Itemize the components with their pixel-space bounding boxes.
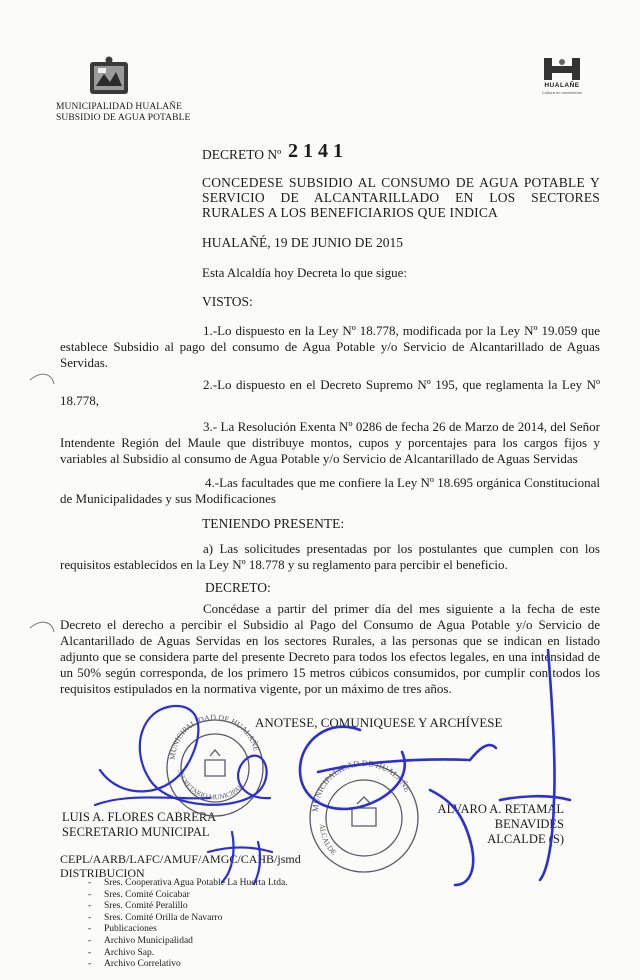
mayor-stamp-bottom: ALCALDE <box>317 823 339 857</box>
vistos-item-4: 4.-Las facultades que me confiere la Ley Nº 18.695 orgánica Constitucional de Municipalidades y sus Modificaciones <box>60 475 600 506</box>
department-name: SUBSIDIO DE AGUA POTABLE <box>56 113 191 123</box>
list-item: - Archivo Correlativo <box>88 959 288 971</box>
footer-initials <box>60 852 301 880</box>
municipal-crest-logo <box>88 56 130 96</box>
distribution-heading: DISTRIBUCION <box>60 866 145 880</box>
decree-intro: Esta Alcaldía hoy Decreta lo que sigue: <box>202 265 408 280</box>
decree-date: HUALAÑÉ, 19 DE JUNIO DE 2015 <box>202 235 403 250</box>
vistos-item-1: 1.-Lo dispuesto en la Ley Nº 18.778, modificada por la Ley Nº 19.059 que establece Subsidio al pago del consumo de Agua Potable y/o Servicio de Alcantarillado de Aguas Servidas. <box>60 323 600 370</box>
municipality-name: MUNICIPALIDAD HUALAÑE <box>56 102 183 112</box>
secretary-stamp-top: MUNICIPALIDAD DE HUALAÑE <box>167 712 261 761</box>
list-item: - Sres. Comité Peralillo <box>88 901 288 913</box>
brand-logo-tagline: Cultura en movimiento <box>541 90 583 95</box>
decree-title: CONCEDESE SUBSIDIO AL CONSUMO DE AGUA POTABLE Y SERVICIO DE ALCANTARILLADO EN LOS SECTORES RURALES A LOS BENEFICIARIOS QUE INDICA <box>202 175 600 220</box>
vistos-item-3: 3.- La Resolución Exenta Nº 0286 de fecha 26 de Marzo de 2014, del Señor Intendente Región del Maule que distribuye montos, cupos y porcentajes para los cargos fijos y variables al Subsidio al consumo de Agua Potable y/o Servicio de Alcantarillado de Aguas Servidas <box>60 419 600 466</box>
vistos-heading: VISTOS: <box>202 294 253 309</box>
distribution-list <box>88 878 288 971</box>
list-item: - Archivo Municipalidad <box>88 936 288 948</box>
list-item: - Archivo Sap. <box>88 948 288 960</box>
list-item: - Sres. Comité Orilla de Navarro <box>88 913 288 925</box>
mayor-signature-block <box>370 802 564 847</box>
decreto-body: Concédase a partir del primer día del mes siguiente a la fecha de este Decreto el derecho a percibir el Subsidio al Pago del Consumo de Agua Potable y/o Servicio de Alcantarillado de Aguas Servidas en los sectores Rurales, a las personas que se indican en listado adjunto que se considera parte del presente Decreto para todos los efectos legales, en una intensidad de un 50% según corresponda, de los primero 15 metros cúbicos consumidos, por cumplir con todos los requisitos estipulados en la normativa vigente, por un máximo de tres años. <box>60 601 600 696</box>
list-item: - Publicaciones <box>88 924 288 936</box>
mayor-stamp-top: MUNICIPALIDAD DE HUALAÑE <box>309 757 413 813</box>
mayor-title: ALCALDE (S) <box>487 832 564 846</box>
secretary-stamp-bottom: SECRETARIO MUNICIPAL <box>176 768 245 802</box>
secretary-signature-block <box>62 810 216 840</box>
secretary-stamp <box>167 720 263 816</box>
municipality-header <box>56 102 190 124</box>
decree-number: 2141 <box>288 140 348 162</box>
secretary-name: LUIS A. FLORES CABRERA <box>62 810 217 824</box>
secretary-title: SECRETARIO MUNICIPAL <box>62 825 210 839</box>
teniendo-item-a: a) Las solicitudes presentadas por los postulantes que cumplen con los requisitos establecidos en la Ley Nº 18.778 y su reglamento para percibir el beneficio. <box>60 541 600 572</box>
list-item: - Sres. Comité Coicabar <box>88 890 288 902</box>
margin-mark-icon <box>30 622 54 632</box>
closing-formula: ANOTESE, COMUNIQUESE Y ARCHÍVESE <box>255 715 503 730</box>
teniendo-heading: TENIENDO PRESENTE: <box>202 516 345 531</box>
margin-mark-icon <box>30 374 54 384</box>
decreto-heading: DECRETO: <box>205 580 271 595</box>
vistos-item-2: 2.-Lo dispuesto en el Decreto Supremo Nº 195, que reglamenta la Ley Nº 18.778, <box>60 377 600 408</box>
initials-text: CEPL/AARB/LAFC/AMUF/AMGC/CAHB/jsmd <box>60 852 301 866</box>
list-item: - Sres. Cooperativa Agua Potable La Huerta Ltda. <box>88 878 288 890</box>
decree-label: DECRETO Nº <box>202 147 282 162</box>
mayor-name: ALVARO A. RETAMAL BENAVIDES <box>437 802 564 831</box>
brand-logo-text: HUALAÑE <box>544 82 580 89</box>
